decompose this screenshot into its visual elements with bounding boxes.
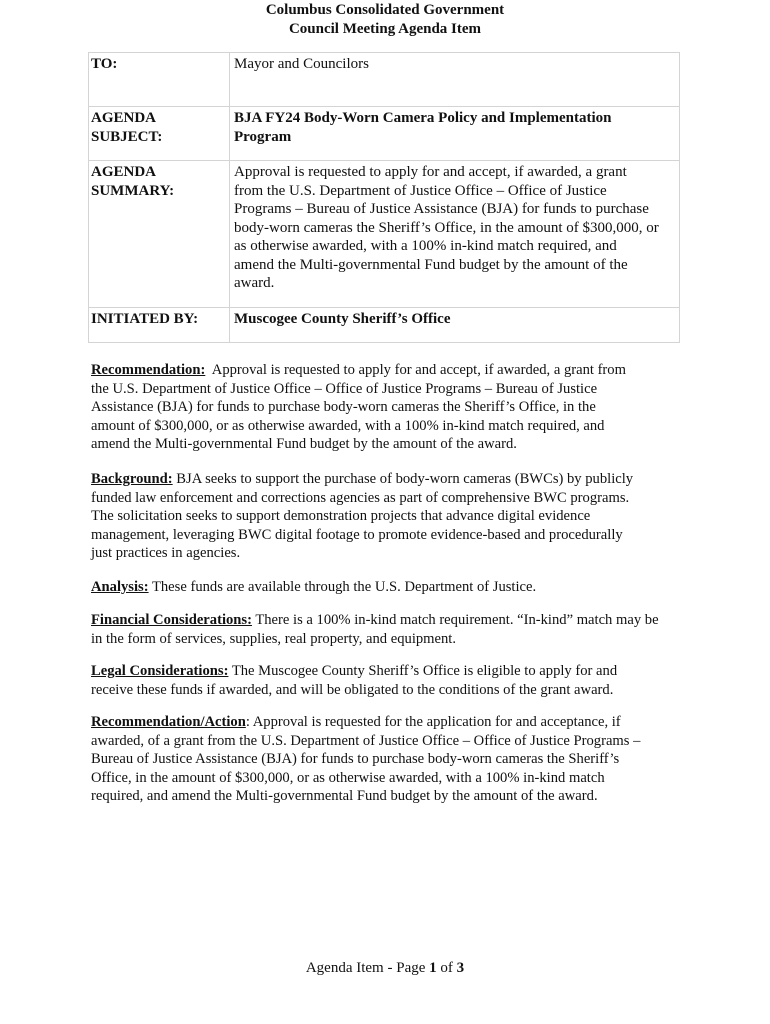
recommendation-text: amend the Multi-governmental Fund budget by the amount of the award.: [91, 436, 517, 452]
background-text: funded law enforcement and corrections agencies as part of comprehensive BWC programs.: [91, 489, 630, 506]
value-line: Program: [234, 128, 292, 145]
page-footer: [0, 958, 770, 978]
legal-text: receive these funds if awarded, and will be obligated to the conditions of the grant award.: [91, 681, 614, 698]
agenda-info-table: [88, 52, 680, 343]
value-line: body-worn cameras the Sheriff’s Office, in the amount of $300,000, or: [234, 219, 659, 236]
legal-heading: Legal Considerations:: [91, 663, 229, 679]
action-text: : Approval is requested for the application for and acceptance, if: [245, 714, 621, 730]
footer-prefix: Agenda Item - Page: [305, 960, 430, 976]
header-org-title: Columbus Consolidated Government: [265, 2, 505, 18]
footer-page-number: 1: [429, 960, 437, 976]
background-section: [91, 470, 683, 563]
value-line: from the U.S. Department of Justice Office – Office of Justice: [234, 182, 607, 199]
financial-heading: Financial Considerations:: [91, 612, 252, 628]
header-doc-title: Council Meeting Agenda Item: [288, 21, 482, 37]
footer-of: of: [436, 960, 457, 976]
to-label: TO:: [89, 53, 230, 107]
footer-page-total: 3: [456, 960, 465, 976]
action-heading: Recommendation/Action: [91, 714, 246, 730]
label-line: AGENDA: [91, 164, 157, 180]
to-value: Mayor and Councilors: [230, 53, 680, 107]
row-agenda-subject: [89, 107, 680, 161]
recommendation-heading: Recommendation:: [91, 362, 206, 378]
value-line: as otherwise awarded, with a 100% in-kind match required, and: [234, 238, 617, 254]
legal-text: The Muscogee County Sheriff’s Office is eligible to apply for and: [228, 663, 618, 679]
value-line: Approval is requested to apply for and accept, if awarded, a grant: [234, 164, 627, 180]
agenda-subject-label: [89, 107, 230, 161]
action-section: [91, 713, 683, 806]
background-heading: Background:: [91, 471, 173, 487]
recommendation-section: [91, 361, 683, 454]
financial-section: [91, 611, 683, 648]
legal-section: [91, 662, 683, 699]
row-to: [89, 53, 680, 107]
agenda-summary-label: [89, 161, 230, 308]
recommendation-text: Approval is requested to apply for and accept, if awarded, a grant from: [205, 362, 626, 378]
initiated-by-label: INITIATED BY:: [89, 308, 230, 343]
background-text: The solicitation seeks to support demonstration projects that advance digital evidence: [91, 508, 591, 524]
recommendation-text: the U.S. Department of Justice Office – Office of Justice Programs – Bureau of Justice: [91, 380, 598, 397]
action-text: required, and amend the Multi-governmental Fund budget by the amount of the award.: [91, 788, 598, 804]
value-line: BJA FY24 Body-Worn Camera Policy and Implementation: [234, 110, 612, 126]
recommendation-text: Assistance (BJA) for funds to purchase body-worn cameras the Sheriff’s Office, in the: [91, 399, 596, 415]
value-line: award.: [234, 275, 275, 291]
background-text: management, leveraging BWC digital footage to promote evidence-based and procedurally: [91, 526, 623, 543]
value-line: Programs – Bureau of Justice Assistance (BJA) for funds to purchase: [234, 201, 649, 217]
analysis-text: These funds are available through the U.S. Department of Justice.: [148, 579, 537, 595]
document-header: [0, 1, 770, 39]
value-line: amend the Multi-governmental Fund budget by the amount of the: [234, 256, 628, 273]
action-text: Office, in the amount of $300,000, or as otherwise awarded, with a 100% in-kind match: [91, 769, 605, 786]
financial-text: There is a 100% in-kind match requirement. “In-kind” match may be: [251, 612, 659, 628]
financial-text: in the form of services, supplies, real property, and equipment.: [91, 630, 457, 647]
agenda-summary-value: [230, 161, 680, 308]
analysis-section: [91, 578, 683, 597]
action-text: awarded, of a grant from the U.S. Department of Justice Office – Office of Justice Programs –: [91, 732, 641, 749]
recommendation-text: amount of $300,000, or as otherwise awarded, with a 100% in-kind match required, and: [91, 417, 605, 434]
row-initiated-by: [89, 308, 680, 343]
row-agenda-summary: [89, 161, 680, 308]
label-line: SUBJECT:: [91, 128, 163, 145]
label-line: SUMMARY:: [91, 182, 175, 199]
background-text: just practices in agencies.: [91, 545, 241, 561]
action-text: Bureau of Justice Assistance (BJA) for funds to purchase body-worn cameras the Sheriff’s: [91, 751, 620, 767]
analysis-heading: Analysis:: [91, 579, 149, 595]
label-line: AGENDA: [91, 110, 157, 126]
agenda-subject-value: [230, 107, 680, 161]
initiated-by-value: Muscogee County Sheriff’s Office: [230, 308, 680, 343]
background-text: BJA seeks to support the purchase of body-worn cameras (BWCs) by publicly: [172, 471, 634, 487]
